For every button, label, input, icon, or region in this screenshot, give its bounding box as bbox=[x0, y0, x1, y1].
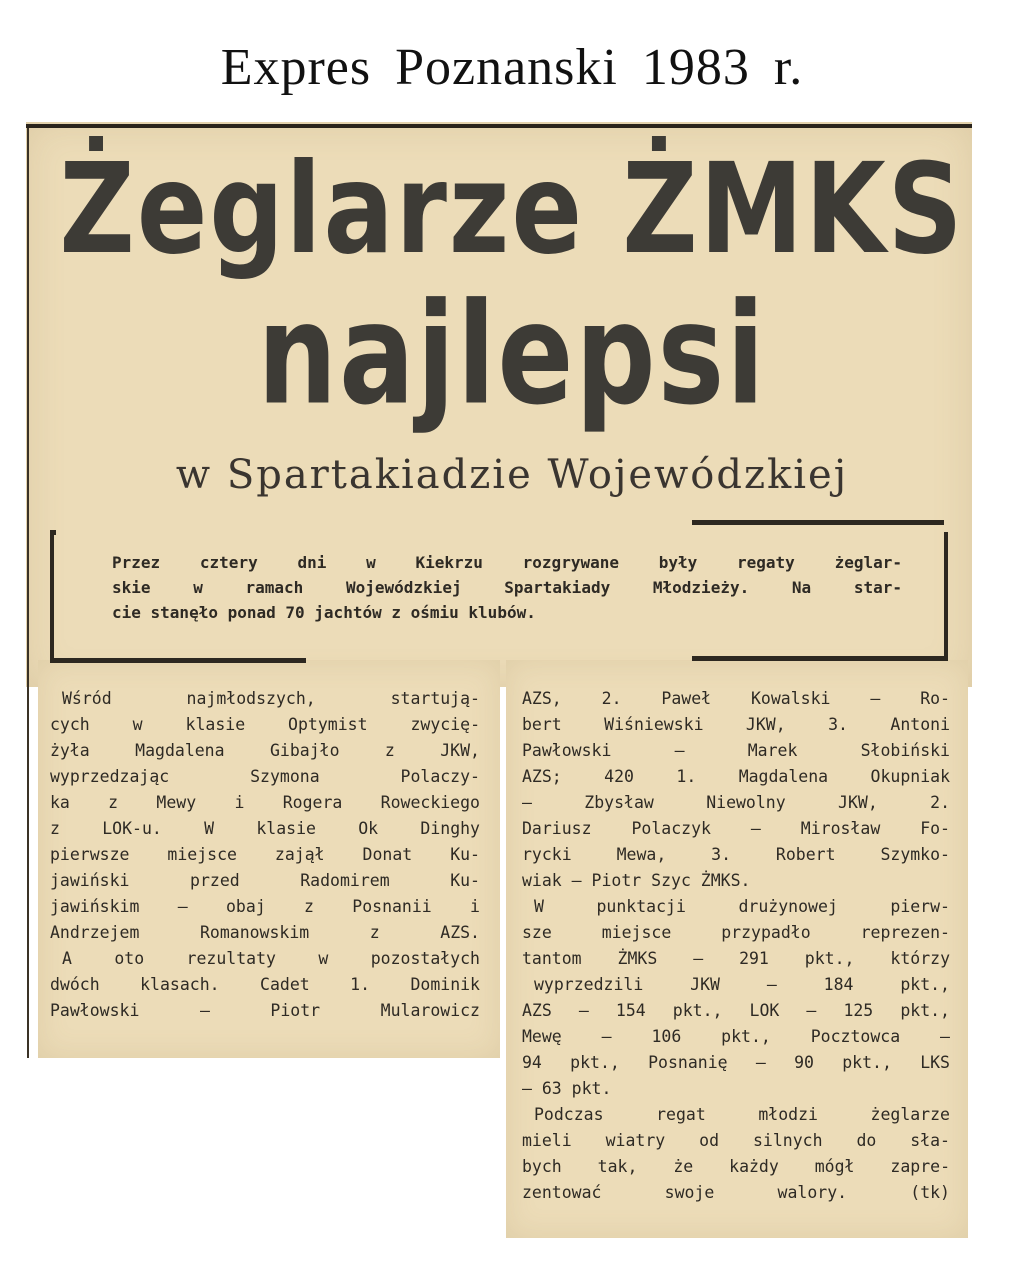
article-line: sze miejsce przypadło reprezen- bbox=[522, 923, 950, 942]
lead-paragraph bbox=[112, 550, 902, 625]
lead-box-left-bar bbox=[50, 532, 54, 662]
article-line: zentować swoje walory. (tk) bbox=[522, 1183, 950, 1202]
lead-box-top-rule bbox=[692, 520, 944, 525]
lead-line: skie w ramach Wojewódzkiej Spartakiady Młodzieży. Na star- bbox=[112, 578, 902, 597]
article-line: AZS — 154 pkt., LOK — 125 pkt., bbox=[522, 1001, 950, 1020]
article-line: wyprzedzając Szymona Polaczy- bbox=[50, 767, 480, 786]
article-line: Pawłowski — Piotr Mularowicz bbox=[50, 1001, 480, 1020]
article-line: jawińskim — obaj z Posnanii i bbox=[50, 897, 480, 916]
article-line: Wśród najmłodszych, startują- bbox=[62, 689, 480, 708]
article-line: — Zbysław Niewolny JKW, 2. bbox=[522, 793, 950, 812]
article-line: jawiński przed Radomirem Ku- bbox=[50, 871, 480, 890]
archive-caption: Expres Poznanski 1983 r. bbox=[220, 39, 804, 96]
article-line: Dariusz Polaczyk — Mirosław Fo- bbox=[522, 819, 950, 838]
subheadline: w Spartakiadzie Wojewódzkiej bbox=[175, 452, 849, 498]
article-line: Podczas regat młodzi żeglarze bbox=[534, 1105, 950, 1124]
article-line: tantom ŻMKS — 291 pkt., którzy bbox=[522, 949, 950, 968]
article-line: wiak — Piotr Szyc ŻMKS. bbox=[522, 871, 751, 890]
article-line: 94 pkt., Posnanię — 90 pkt., LKS bbox=[522, 1053, 950, 1072]
article-line: AZS, 2. Paweł Kowalski — Ro- bbox=[522, 689, 950, 708]
article-line: bych tak, że każdy mógł zapre- bbox=[522, 1157, 950, 1176]
article-left-column bbox=[50, 686, 480, 1024]
lead-box-bottom-rule-right bbox=[692, 656, 948, 661]
article-line: żyła Magdalena Gibajło z JKW, bbox=[50, 741, 480, 760]
article-line: rycki Mewa, 3. Robert Szymko- bbox=[522, 845, 950, 864]
article-line: cych w klasie Optymist zwycię- bbox=[50, 715, 480, 734]
article-line: W punktacji drużynowej pierw- bbox=[534, 897, 950, 916]
top-border-rule bbox=[26, 124, 972, 128]
article-line: ka z Mewy i Rogera Roweckiego bbox=[50, 793, 480, 812]
lead-line: Przez cztery dni w Kiekrzu rozgrywane były regaty żeglar- bbox=[112, 553, 902, 572]
article-line: bert Wiśniewski JKW, 3. Antoni bbox=[522, 715, 950, 734]
lead-box-right-bar bbox=[944, 532, 948, 660]
article-line: Mewę — 106 pkt., Pocztowca — bbox=[522, 1027, 950, 1046]
headline-line-1: Żeglarze ŻMKS bbox=[59, 135, 965, 283]
lead-box-bottom-rule-left bbox=[50, 658, 306, 663]
lead-box-top-rule-left bbox=[50, 530, 56, 535]
headline-line-2: najlepsi bbox=[257, 273, 767, 437]
lead-line: cie stanęło ponad 70 jachtów z ośmiu klubów. bbox=[112, 603, 536, 622]
article-line: — 63 pkt. bbox=[522, 1079, 612, 1098]
article-line: pierwsze miejsce zajął Donat Ku- bbox=[50, 845, 480, 864]
article-line: dwóch klasach. Cadet 1. Dominik bbox=[50, 975, 480, 994]
article-line: A oto rezultaty w pozostałych bbox=[62, 949, 480, 968]
article-line: wyprzedzili JKW — 184 pkt., bbox=[534, 975, 950, 994]
article-line: Pawłowski — Marek Słobiński bbox=[522, 741, 950, 760]
article-right-column bbox=[522, 686, 950, 1206]
article-line: AZS; 420 1. Magdalena Okupniak bbox=[522, 767, 950, 786]
article-line: Andrzejem Romanowskim z AZS. bbox=[50, 923, 480, 942]
article-line: mieli wiatry od silnych do sła- bbox=[522, 1131, 950, 1150]
article-line: z LOK-u. W klasie Ok Dinghy bbox=[50, 819, 480, 838]
